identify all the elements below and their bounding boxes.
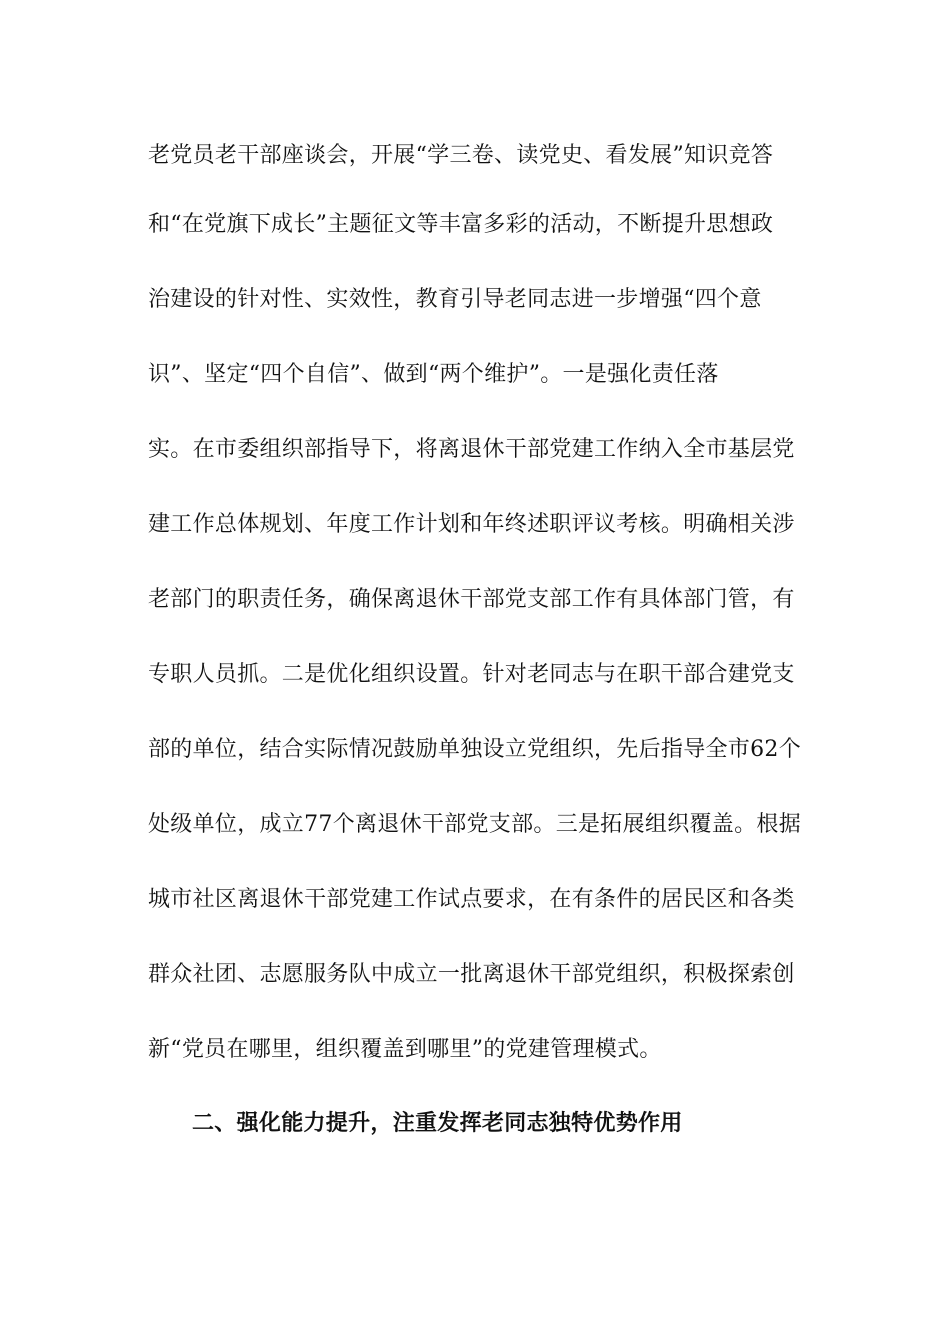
paragraph-line: 和“在党旗下成长”主题征文等丰富多彩的活动，不断提升思想政 — [148, 212, 774, 237]
section-heading: 二、强化能力提升，注重发挥老同志独特优势作用 — [192, 1111, 683, 1136]
paragraph-line: 处级单位，成立77个离退休干部党支部。三是拓展组织覆盖。根据 — [148, 812, 801, 837]
paragraph-line: 专职人员抓。二是优化组织设置。针对老同志与在职干部合建党支 — [148, 662, 795, 687]
paragraph-line: 部的单位，结合实际情况鼓励单独设立党组织，先后指导全市62个 — [148, 737, 801, 762]
paragraph-line: 新“党员在哪里，组织覆盖到哪里”的党建管理模式。 — [148, 1037, 662, 1062]
paragraph-line: 实。在市委组织部指导下，将离退休干部党建工作纳入全市基层党 — [148, 437, 795, 462]
paragraph-line: 城市社区离退休干部党建工作试点要求，在有条件的居民区和各类 — [148, 887, 795, 912]
paragraph-line: 识”、坚定“四个自信”、做到“两个维护”。一是强化责任落 — [148, 362, 719, 387]
paragraph-line: 治建设的针对性、实效性，教育引导老同志进一步增强“四个意 — [148, 287, 762, 312]
paragraph-line: 群众社团、志愿服务队中成立一批离退休干部党组织，积极探索创 — [148, 962, 795, 987]
paragraph-line: 建工作总体规划、年度工作计划和年终述职评议考核。明确相关涉 — [148, 512, 795, 537]
paragraph-line: 老党员老干部座谈会，开展“学三卷、读党史、看发展”知识竞答 — [148, 143, 774, 168]
paragraph-line: 老部门的职责任务，确保离退休干部党支部工作有具体部门管，有 — [148, 587, 795, 612]
